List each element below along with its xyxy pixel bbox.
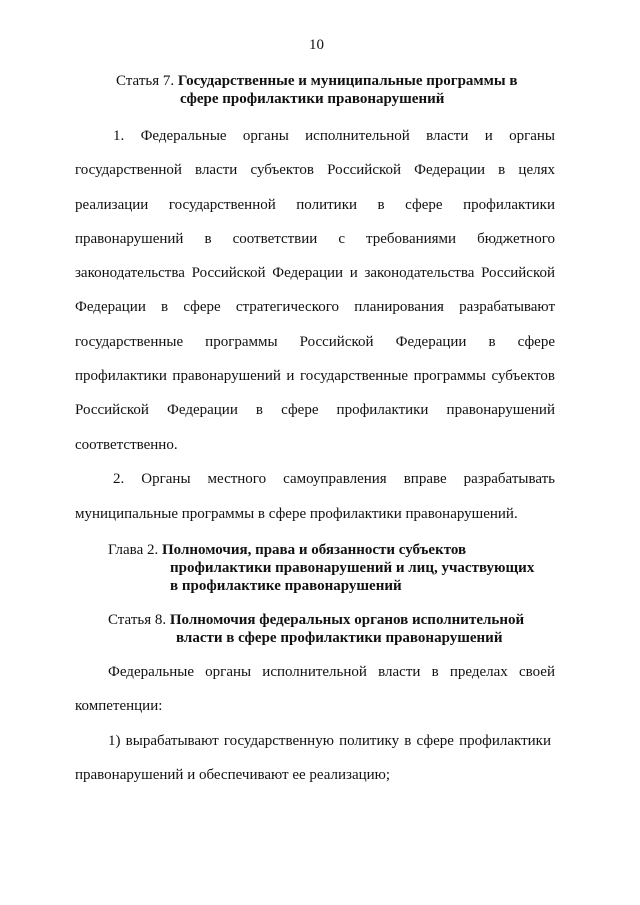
paragraph-line: правонарушений и обеспечивают ее реализацию; [75,767,391,783]
paragraph-line: Российской Федерации в сфере профилактики правонарушений [75,402,555,418]
page-number: 10 [309,37,324,53]
article-7-heading [116,72,517,90]
article-8-heading [108,611,524,629]
paragraph-line: муниципальные программы в сфере профилактики правонарушений. [75,506,518,522]
paragraph-line: Федерации в сфере стратегического планирования разрабатывают [75,299,555,315]
paragraph-line: соответственно. [75,437,178,453]
article-8-label: Статья 8. [108,612,167,628]
article-7-label: Статья 7. [116,73,175,89]
chapter-2-label: Глава 2. [108,542,159,558]
article-7-title-line-1: Государственные и муниципальные программы в [177,73,518,89]
paragraph-line: законодательства Российской Федерации и законодательства Российской [75,265,555,281]
paragraph-line: реализации государственной политики в сфере профилактики [75,197,555,213]
paragraph-line: 1) вырабатывают государственную политику в сфере профилактики [108,733,551,749]
chapter-2-heading [108,541,466,559]
paragraph-line: 1. Федеральные органы исполнительной власти и органы [113,128,555,144]
paragraph-line: государственной власти субъектов Российской Федерации в целях [75,162,555,178]
paragraph-line: профилактики правонарушений и государственные программы субъектов [75,368,555,384]
chapter-2-title-line-2: профилактики правонарушений и лиц, участвующих [170,560,535,576]
paragraph-line: государственные программы Российской Федерации в сфере [75,334,555,350]
chapter-2-title-line-1: Полномочия, права и обязанности субъектов [161,542,467,558]
article-7-title-line-2: сфере профилактики правонарушений [180,91,445,107]
article-8-title-line-2: власти в сфере профилактики правонарушений [176,630,503,646]
paragraph-line: правонарушений в соответствии с требованиями бюджетного [75,231,555,247]
paragraph-line: Федеральные органы исполнительной власти в пределах своей [108,664,555,680]
article-8-title-line-1: Полномочия федеральных органов исполнительной [169,612,525,628]
chapter-2-title-line-3: в профилактике правонарушений [170,578,402,594]
paragraph-line: компетенции: [75,698,163,714]
paragraph-line: 2. Органы местного самоуправления вправе разрабатывать [113,471,555,487]
